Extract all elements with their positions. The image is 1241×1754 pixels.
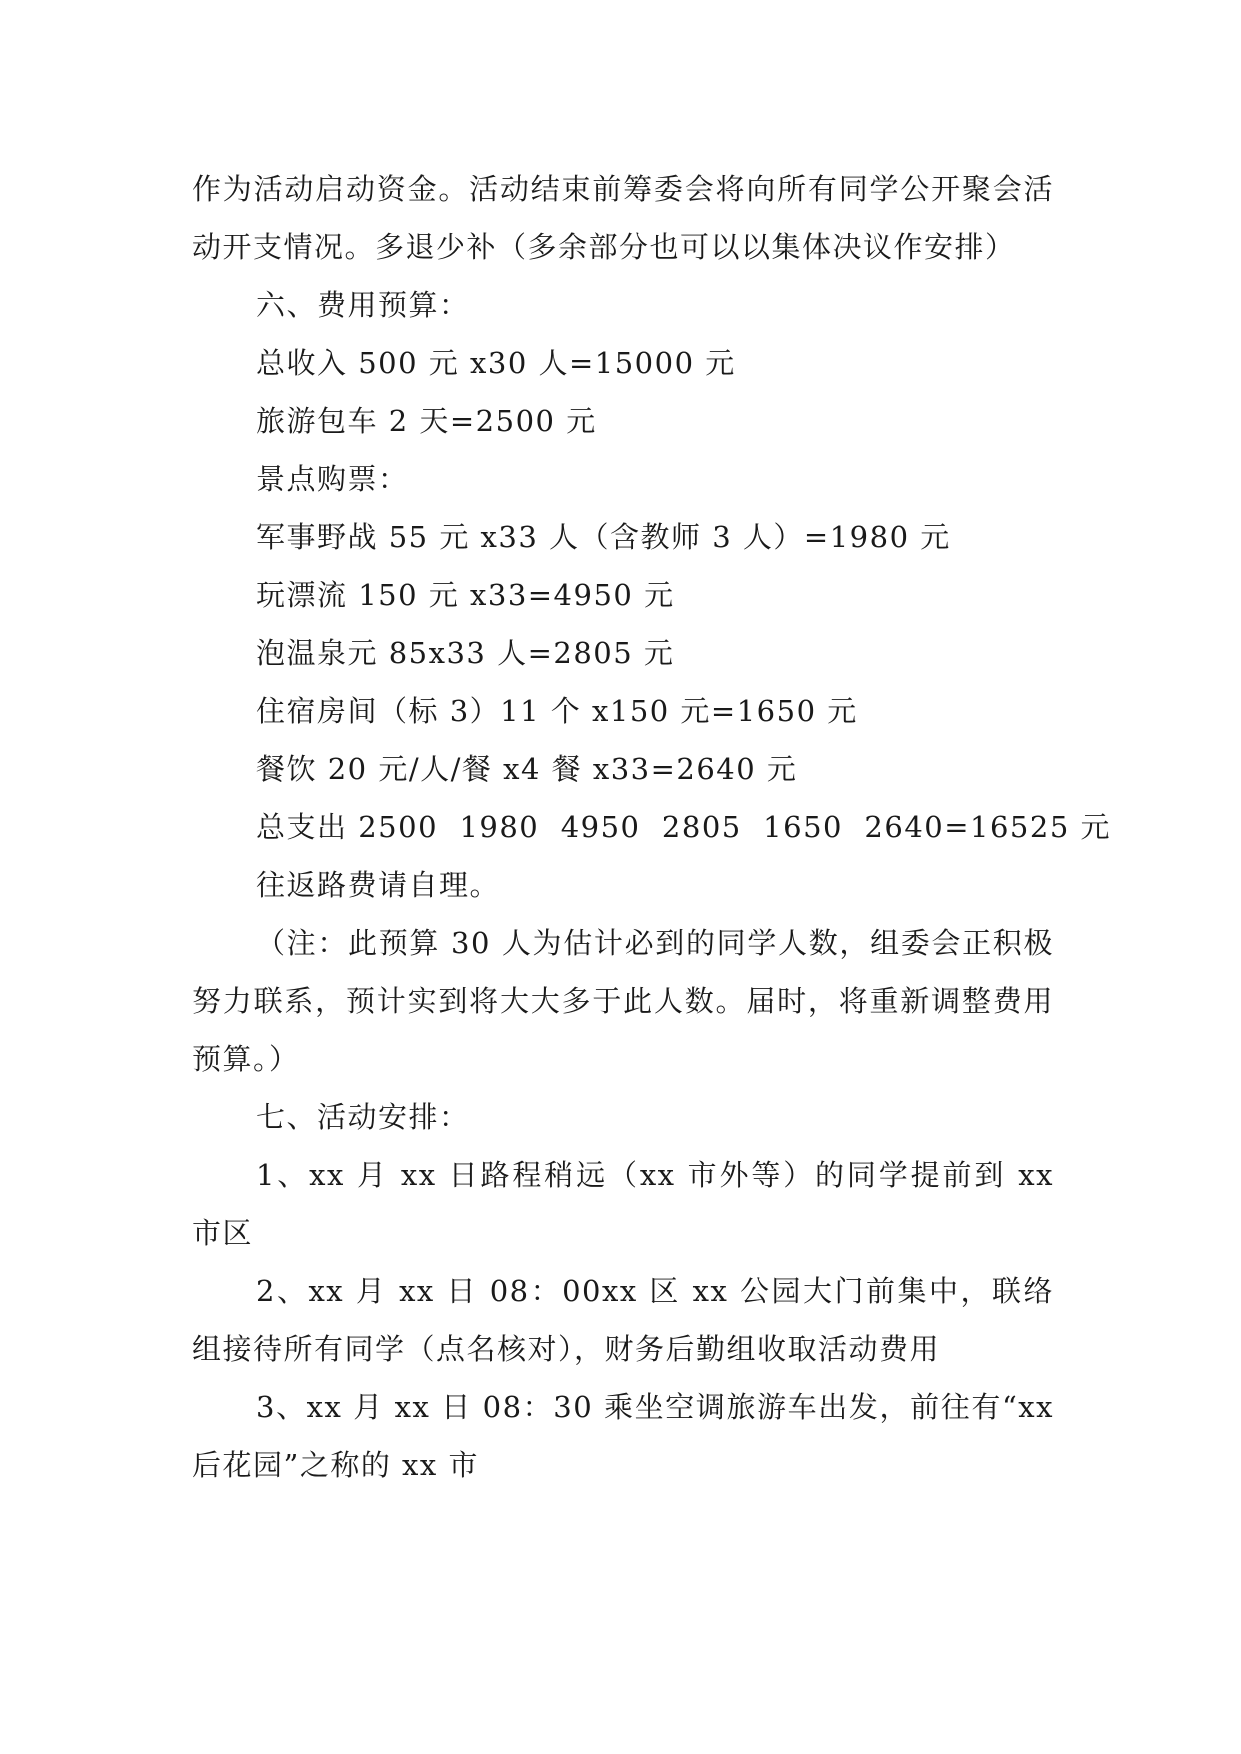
budget-rafting: 玩漂流 150 元 x33=4950 元	[256, 578, 675, 612]
schedule-item-3: 3、xx 月 xx 日 08：30 乘坐空调旅游车出发，前往有“xx 后花园”之称的 xx 市	[192, 1390, 1054, 1482]
budget-remark: （注：此预算 30 人为估计必到的同学人数，组委会正积极努力联系，预计实到将大大多于此人数。届时，将重新调整费用预算。）	[192, 926, 1054, 1076]
section-heading-schedule: 七、活动安排：	[256, 1100, 470, 1134]
paragraph-funding-note: 作为活动启动资金。活动结束前筹委会将向所有同学公开聚会活动开支情况。多退少补（多余部分也可以以集体决议作安排）	[192, 172, 1054, 264]
budget-field-combat: 军事野战 55 元 x33 人（含教师 3 人）=1980 元	[256, 520, 951, 554]
section-heading-budget: 六、费用预算：	[256, 288, 470, 322]
budget-lodging: 住宿房间（标 3）11 个 x150 元=1650 元	[256, 694, 858, 728]
budget-total-income: 总收入 500 元 x30 人=15000 元	[256, 346, 736, 380]
document-body	[192, 160, 1111, 1494]
budget-meals: 餐饮 20 元/人/餐 x4 餐 x33=2640 元	[256, 752, 798, 786]
budget-tickets-heading: 景点购票：	[256, 462, 409, 496]
budget-hot-spring: 泡温泉元 85x33 人=2805 元	[256, 636, 675, 670]
schedule-item-1: 1、xx 月 xx 日路程稍远（xx 市外等）的同学提前到 xx 市区	[192, 1158, 1054, 1250]
budget-total-expense: 总支出 2500 1980 4950 2805 1650 2640=16525 元	[256, 810, 1111, 844]
budget-bus-charter: 旅游包车 2 天=2500 元	[256, 404, 597, 438]
schedule-item-2: 2、xx 月 xx 日 08：00xx 区 xx 公园大门前集中，联络组接待所有同学（点名核对），财务后勤组收取活动费用	[192, 1274, 1054, 1366]
budget-travel-note: 往返路费请自理。	[256, 868, 501, 902]
